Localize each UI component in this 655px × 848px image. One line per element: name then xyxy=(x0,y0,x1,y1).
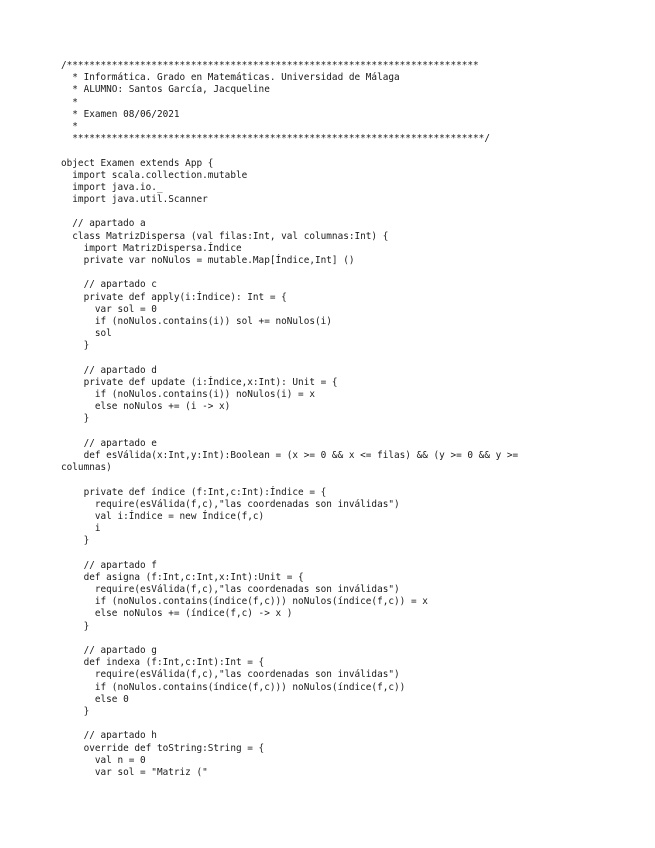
code-line: def indexa (f:Int,c:Int):Int = { xyxy=(61,657,265,669)
code-line: i xyxy=(61,523,101,535)
code-line: require(esVálida(f,c),"las coordenadas son inválidas") xyxy=(61,669,400,681)
code-line: def esVálida(x:Int,y:Int):Boolean = (x >= 0 && x <= filas) && (y >= 0 && y >= xyxy=(61,450,519,461)
code-line: import scala.collection.mutable xyxy=(61,169,248,181)
code-line: private def apply(i:Índice): Int = { xyxy=(61,291,287,303)
code-line: import java.io._ xyxy=(61,181,163,193)
code-line: // apartado c xyxy=(61,279,157,291)
code-line: if (noNulos.contains(i)) sol += noNulos(i) xyxy=(61,315,332,327)
code-line: else noNulos += (índice(f,c) -> x ) xyxy=(61,608,293,620)
code-line: require(esVálida(f,c),"las coordenadas son inválidas") xyxy=(61,584,400,596)
code-line: * xyxy=(61,120,78,132)
code-line xyxy=(61,633,601,645)
code-line: if (noNulos.contains(i)) noNulos(i) = x xyxy=(61,389,315,401)
code-line: else 0 xyxy=(61,693,129,705)
code-line: * Informática. Grado en Matemáticas. Universidad de Málaga xyxy=(61,72,400,84)
code-line: // apartado d xyxy=(61,364,157,376)
code-line: // apartado a xyxy=(61,218,146,230)
code-line: class MatrizDispersa (val filas:Int, val columnas:Int) { xyxy=(61,230,389,242)
code-line: val n = 0 xyxy=(61,754,146,766)
code-line: // apartado h xyxy=(61,730,157,742)
code-line xyxy=(61,145,601,157)
code-line: // apartado g xyxy=(61,645,157,656)
code-line: private def índice (f:Int,c:Int):Índice = { xyxy=(61,486,327,498)
code-line: var sol = "Matriz (" xyxy=(61,766,208,778)
code-line: if (noNulos.contains(índice(f,c))) noNulos(índice(f,c)) = x xyxy=(61,596,428,608)
code-line: // apartado e xyxy=(61,437,157,449)
code-line: } xyxy=(61,535,90,547)
code-line: if (noNulos.contains(índice(f,c))) noNulos(índice(f,c)) xyxy=(61,681,406,693)
code-line: require(esVálida(f,c),"las coordenadas son inválidas") xyxy=(61,498,400,510)
code-line: import MatrizDispersa.Índice xyxy=(61,242,242,254)
code-line: * ALUMNO: Santos García, Jacqueline xyxy=(61,84,270,96)
code-line: def asigna (f:Int,c:Int,x:Int):Unit = { xyxy=(61,571,304,583)
code-line: var sol = 0 xyxy=(61,303,157,315)
code-line: } xyxy=(61,340,90,352)
code-line xyxy=(61,206,601,218)
code-line: val i:Índice = new Índice(f,c) xyxy=(61,510,265,522)
code-line: * Examen 08/06/2021 xyxy=(61,108,180,120)
code-line: private def update (i:Índice,x:Int): Unit = { xyxy=(61,376,338,388)
code-line: } xyxy=(61,413,90,425)
code-line xyxy=(61,267,601,279)
code-line: else noNulos += (i -> x) xyxy=(61,401,231,413)
code-listing xyxy=(61,60,601,779)
code-line: } xyxy=(61,705,90,717)
code-line: override def toString:String = { xyxy=(61,742,265,754)
code-line xyxy=(61,718,601,730)
code-line: columnas) xyxy=(61,462,112,474)
code-line: // apartado f xyxy=(61,559,157,571)
code-line: } xyxy=(61,620,90,632)
code-line: private var noNulos = mutable.Map[Índice,Int] () xyxy=(61,255,355,266)
code-line: import java.util.Scanner xyxy=(61,194,208,206)
code-line: sol xyxy=(61,328,112,340)
code-line xyxy=(61,353,601,365)
code-line xyxy=(61,474,601,486)
code-line xyxy=(61,548,601,560)
code-line xyxy=(61,426,601,438)
code-line: * xyxy=(61,96,78,108)
code-line: object Examen extends App { xyxy=(61,157,214,169)
code-line: /************************************************************************* xyxy=(61,60,479,71)
code-line: *************************************************************************/ xyxy=(61,133,490,145)
